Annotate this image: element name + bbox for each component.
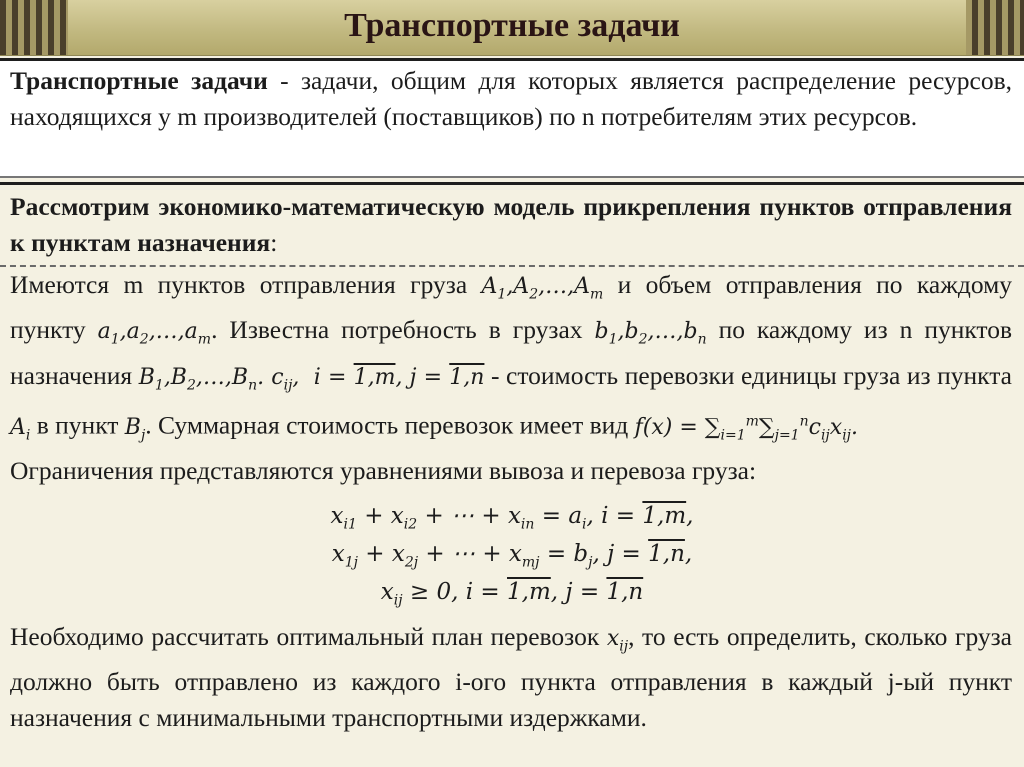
- formula-demand: $b_1,b_2,\dots,b_n$: [594, 319, 707, 348]
- conclusion-text-2: , то есть определить, сколько груза должно быть отправлено из каждого i-ого пункта отправления в каждый j-ый пункт назначения с минимальными транспортными издержками.: [10, 622, 1012, 733]
- conclusion-paragraph: [10, 619, 1012, 736]
- definition-paragraph: [10, 63, 1012, 135]
- equation-nonnegativity: $x_{ij} \ge 0$, i = 1,m, j = 1,n: [380, 579, 644, 609]
- body-text-1: Имеются m пунктов отправления груза: [10, 270, 482, 299]
- formula-point-a: $A_i$: [10, 414, 31, 443]
- body-text-6: в пункт: [30, 410, 125, 440]
- formula-suppliers: $A_1,A_2,\dots,A_m$: [481, 274, 604, 303]
- body-text-5: - стоимость перевозки единицы груза из пункта: [484, 360, 1012, 390]
- body-text-7: . Суммарная стоимость перевозок имеет вид: [145, 410, 635, 440]
- equation-supply: $x_{i1} + x_{i2}$ + ⋯ + $x_{in} = a_i$, i = 1,m,: [330, 503, 694, 533]
- body-text-2: и объем отправления по каждому пункту: [10, 270, 1012, 345]
- formula-point-b: $B_j$: [124, 414, 146, 443]
- equation-demand: $x_{1j} + x_{2j}$ + ⋯ + $x_{mj} = b_j$, j = 1,n,: [331, 541, 693, 571]
- title-bar: [0, 0, 1024, 56]
- formula-consumers: $B_1,B_2,\dots,B_n$. $c_{ij}$, i = 1,m, j = 1,n: [138, 364, 485, 394]
- formula-objective: $f(x) = \sum_{i=1}^m\sum_{j=1}^nc_{ij}x_{ij}$.: [634, 413, 859, 443]
- definition-text: - задачи, общим для которых является распределение ресурсов, находящихся у m производителей (поставщиков) по n потребителям этих ресурсов.: [10, 66, 1012, 131]
- formula-plan: $x_{ij}$: [606, 626, 629, 655]
- model-heading-colon: :: [270, 228, 278, 257]
- conclusion-text-1: Необходимо рассчитать оптимальный план перевозок: [10, 622, 607, 651]
- definition-term: Транспортные задачи: [10, 66, 268, 95]
- model-box: [0, 182, 1024, 767]
- definition-box: [0, 58, 1024, 178]
- body-text-4: по каждому из n пунктов назначения: [10, 315, 1013, 390]
- model-heading: [10, 189, 1012, 261]
- model-heading-text: Рассмотрим экономико-математическую модель прикрепления пунктов отправления к пунктам назначения: [10, 192, 1012, 257]
- body-text-3: . Известна потребность в грузах: [211, 315, 595, 345]
- slide-title: Транспортные задачи: [344, 7, 680, 44]
- body-text-8: Ограничения представляются уравнениями вывоза и перевоза груза:: [10, 455, 757, 485]
- model-description: [10, 267, 1012, 489]
- formula-supply: $a_1,a_2,\dots,a_m$: [97, 319, 212, 348]
